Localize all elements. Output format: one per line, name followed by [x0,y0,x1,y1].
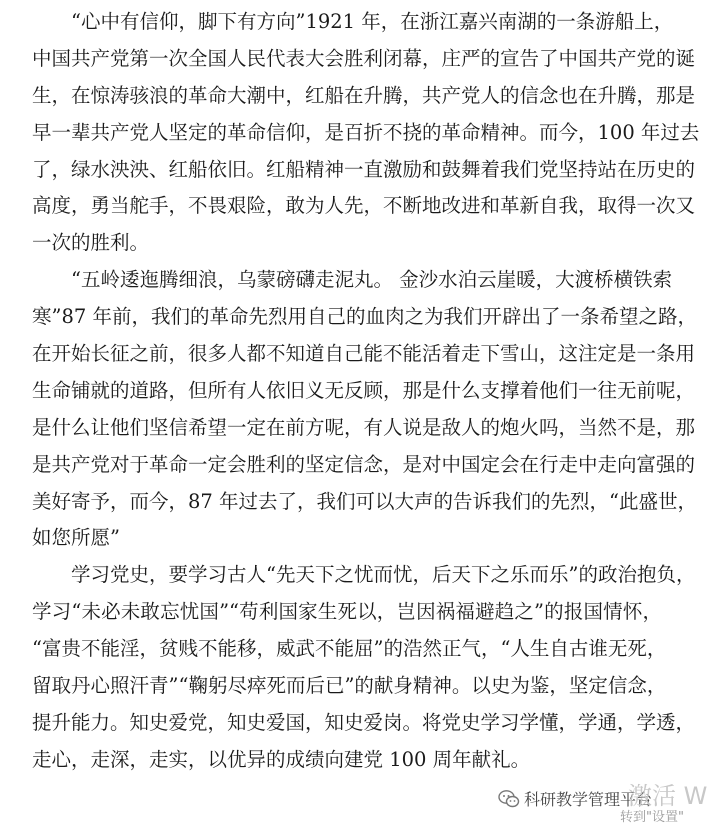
text-line: 提升能力。知史爱党，知史爱国，知史爱岗。将党史学习学懂，学通，学透， [32,710,696,734]
text-line: “富贵不能淫，贫贱不能移，威武不能屈”的浩然正气，“人生自古谁无死， [32,637,667,661]
text-line: 了，绿水泱泱、红船依旧。红船精神一直激励和鼓舞着我们党坚持站在历史的 [32,157,696,181]
text-line: 在开始长征之前，很多人都不知道自己能不能活着走下雪山，这注定是一条用 [32,342,696,366]
text-line: 是共产党对于革命一定会胜利的坚定信念，是对中国定会在行走中走向富强的 [32,452,696,476]
text-line: 走心，走深，走实，以优异的成绩向建党 100 周年献礼。 [32,747,531,771]
text-line: 如您所愿” [32,526,120,550]
wechat-watermark [434,782,707,825]
text-line: 一次的胜利。 [32,231,150,255]
text-line: 是什么让他们坚信希望一定在前方呢，有人说是敌人的炮火吗，当然不是，那 [32,415,696,439]
text-line: 学习“未必未敢忘忧国”“苟利国家生死以，岂因祸福避趋之”的报国情怀， [32,600,662,624]
text-line: “心中有信仰，脚下有方向”1921 年，在浙江嘉兴南湖的一条游船上， [71,10,674,33]
text-line: 生，在惊涛骇浪的革命大潮中，红船在升腾，共产党人的信念也在升腾，那是 [32,83,696,107]
text-line: 早一辈共产党人坚定的革命信仰，是百折不挠的革命精神。而今，100 年过去 [32,120,700,144]
text-line: 寒”87 年前，我们的革命先烈用自己的血肉之为我们开辟出了一条希望之路， [32,305,697,329]
text-line: 中国共产党第一次全国人民代表大会胜利闭幕，庄严的宣告了中国共产党的诞 [32,46,696,70]
text-line: 生命铺就的道路，但所有人依旧义无反顾，那是什么支撑着他们一往无前呢， [32,378,696,402]
paragraph-2 [32,262,697,557]
text-line: 美好寄予，而今，87 年过去了，我们可以大声的告诉我们的先烈，“此盛世， [32,489,697,513]
paragraph-1 [32,4,700,262]
text-line: 留取丹心照汗青”“鞠躬尽瘁死而后已”的献身精神。以史为鉴，坚定信念， [32,674,667,698]
goto-settings-text: 转到"设置" [620,810,684,825]
paragraph-3 [32,557,696,778]
text-line: 学习党史，要学习古人“先天下之忧而忧，后天下之乐而乐”的政治抱负， [71,563,696,587]
account-name: 科研教学管理平台 [524,790,653,809]
text-line: “五岭逶迤腾细浪，乌蒙磅礴走泥丸。 金沙水泊云崖暖，大渡桥横铁索 [71,268,673,292]
activate-windows-text: 激活 W [628,782,707,810]
wechat-icon [498,788,520,810]
document-body [32,4,700,779]
text-line: 高度，勇当舵手，不畏艰险，敢为人先，不断地改进和革新自我，取得一次又 [32,194,696,218]
